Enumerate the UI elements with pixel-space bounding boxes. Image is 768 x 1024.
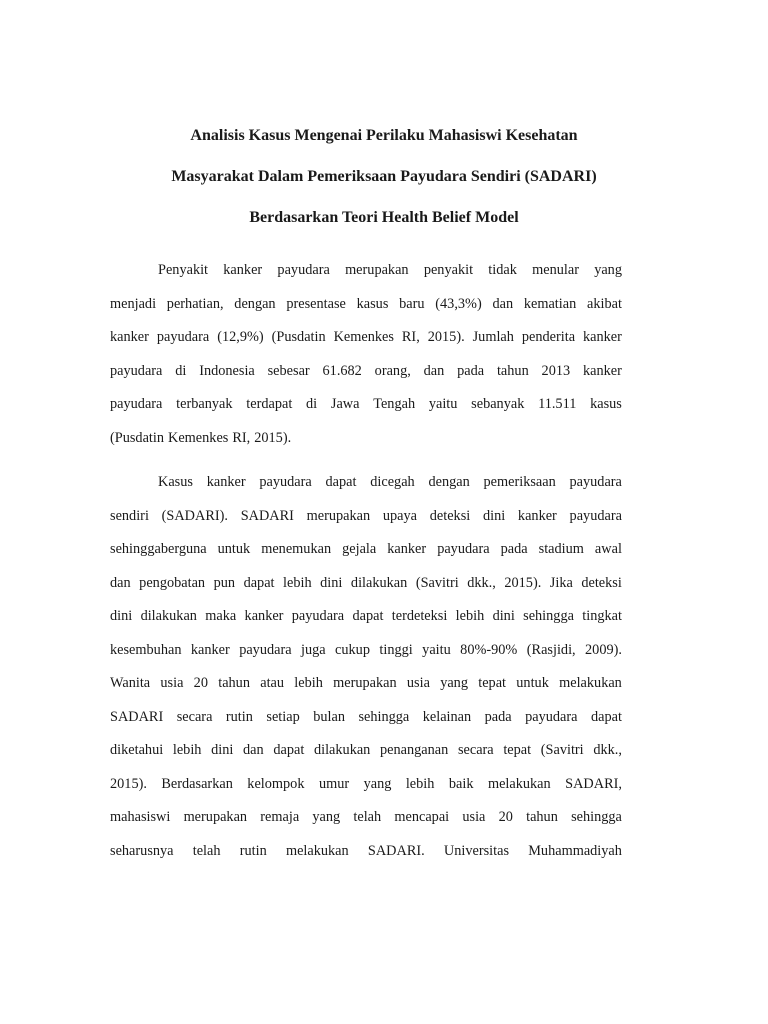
paragraph-line: Wanita usia 20 tahun atau lebih merupakan usia yang tepat untuk melakukan bbox=[110, 675, 622, 691]
paragraph-line: diketahui lebih dini dan dapat dilakukan penanganan secara tepat (Savitri dkk., bbox=[110, 742, 622, 758]
title-line-2: Masyarakat Dalam Pemeriksaan Payudara Sendiri (SADARI) bbox=[171, 168, 597, 185]
paragraph-line: menjadi perhatian, dengan presentase kasus baru (43,3%) dan kematian akibat bbox=[110, 295, 622, 312]
paragraph-line: (Pusdatin Kemenkes RI, 2015). bbox=[110, 429, 292, 446]
body-text bbox=[110, 259, 622, 873]
paragraph-line: kanker payudara (12,9%) (Pusdatin Kemenkes RI, 2015). Jumlah penderita kanker bbox=[110, 329, 622, 345]
paragraph-line: sehinggaberguna untuk menemukan gejala kanker payudara pada stadium awal bbox=[110, 541, 622, 557]
paragraph-line: dini dilakukan maka kanker payudara dapat terdeteksi lebih dini sehingga tingkat bbox=[110, 608, 622, 624]
title-line-1: Analisis Kasus Mengenai Perilaku Mahasiswi Kesehatan bbox=[190, 127, 578, 144]
paragraph-line: Penyakit kanker payudara merupakan penyakit tidak menular yang bbox=[158, 262, 622, 278]
paragraph-line: Kasus kanker payudara dapat dicegah dengan pemeriksaan payudara bbox=[158, 474, 622, 490]
paragraph-line: dan pengobatan pun dapat lebih dini dilakukan (Savitri dkk., 2015). Jika deteksi bbox=[110, 574, 622, 591]
paragraph-line: mahasiswi merupakan remaja yang telah mencapai usia 20 tahun sehingga bbox=[110, 809, 622, 825]
paragraph-1 bbox=[110, 259, 622, 460]
paragraph-line: payudara di Indonesia sebesar 61.682 orang, dan pada tahun 2013 kanker bbox=[110, 362, 622, 379]
paragraph-line: kesembuhan kanker payudara juga cukup tinggi yaitu 80%-90% (Rasjidi, 2009). bbox=[110, 641, 622, 658]
title-line-3: Berdasarkan Teori Health Belief Model bbox=[249, 209, 519, 226]
paragraph-2 bbox=[110, 471, 622, 873]
document-title bbox=[90, 126, 678, 249]
paragraph-line: payudara terbanyak terdapat di Jawa Tengah yaitu sebanyak 11.511 kasus bbox=[110, 396, 622, 412]
paragraph-line: sendiri (SADARI). SADARI merupakan upaya deteksi dini kanker payudara bbox=[110, 507, 622, 524]
paragraph-line: 2015). Berdasarkan kelompok umur yang lebih baik melakukan SADARI, bbox=[110, 775, 622, 792]
paragraph-gap bbox=[110, 460, 622, 471]
paragraph-line: seharusnya telah rutin melakukan SADARI. Universitas Muhammadiyah bbox=[110, 842, 622, 859]
paragraph-line: SADARI secara rutin setiap bulan sehingga kelainan pada payudara dapat bbox=[110, 708, 622, 725]
